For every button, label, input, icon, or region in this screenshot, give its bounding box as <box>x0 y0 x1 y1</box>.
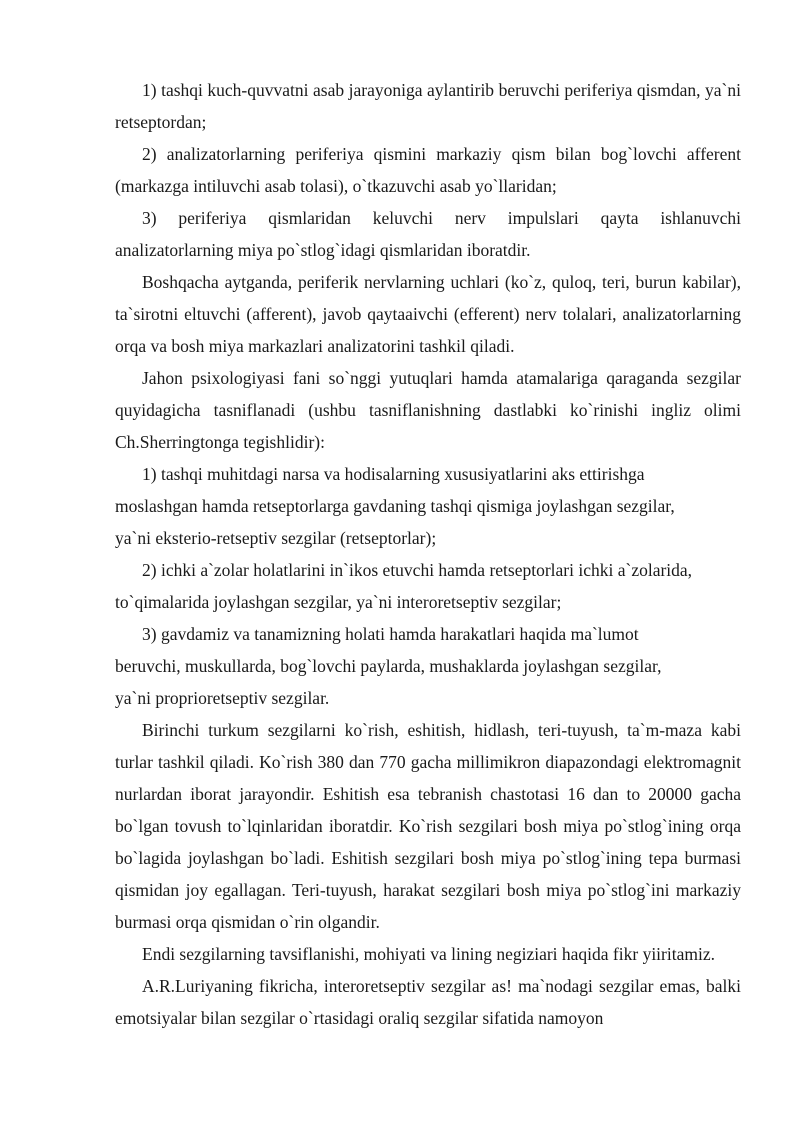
text-line: 1) tashqi muhitdagi narsa va hodisalarning xususiyatlarini aks ettirishga <box>142 464 645 484</box>
paragraph-list-item-2: 2) analizatorlarning periferiya qismini markaziy qism bilan bog`lovchi afferent (markazga intiluvchi asab tolasi), o`tkazuvchi asab yo`llaridan; <box>115 144 741 196</box>
document-body <box>115 74 741 1034</box>
classification-item-1 <box>115 458 741 554</box>
text-line: beruvchi, muskullarda, bog`lovchi paylarda, mushaklarda joylashgan sezgilar, <box>115 656 662 676</box>
paragraph-endi-sezgilarning: Endi sezgilarning tavsiflanishi, mohiyati va lining negiziari haqida fikr yiiritamiz. <box>142 944 715 964</box>
text-line: to`qimalarida joylashgan sezgilar, ya`ni interoretseptiv sezgilar; <box>115 592 562 612</box>
text-line: 3) gavdamiz va tanamizning holati hamda harakatlari haqida ma`lumot <box>142 624 639 644</box>
classification-item-2 <box>115 554 741 618</box>
paragraph-birinchi-turkum: Birinchi turkum sezgilarni ko`rish, eshitish, hidlash, teri-tuyush, ta`m-maza kabi turlar tashkil qiladi. Ko`rish 380 dan 770 gacha millimikron diapazondagi elektromagnit nurlardan iborat jarayondir. Eshitish esa tebranish chastotasi 16 dan to 20000 gacha bo`lgan tovush to`lqinlaridan iboratdir. Ko`rish sezgilari bosh miya po`stlog`ining orqa bo`lagida joylashgan bo`ladi. Eshitish sezgilari bosh miya po`stlog`ining tepa burmasi qismidan joy egallagan. Teri-tuyush, harakat sezgilari bosh miya po`stlog`ini markaziy burmasi orqa qismidan o`rin olgandir. <box>115 720 741 932</box>
paragraph-jahon-psixologiyasi: Jahon psixologiyasi fani so`nggi yutuqlari hamda atamalariga qaraganda sezgilar quyidagicha tasniflanadi (ushbu tasniflanishning dastlabki ko`rinishi ingliz olimi Ch.Sherringtonga tegishlidir): <box>115 368 741 452</box>
paragraph-list-item-3: 3) periferiya qismlaridan keluvchi nerv impulslari qayta ishlanuvchi analizatorlarning miya po`stlog`idagi qismlaridan iboratdir. <box>115 208 741 260</box>
text-line: ya`ni eksterio-retseptiv sezgilar (retseptorlar); <box>115 528 437 548</box>
classification-item-3 <box>115 618 741 714</box>
text-line: ya`ni proprioretseptiv sezgilar. <box>115 688 330 708</box>
paragraph-boshqacha: Boshqacha aytganda, periferik nervlarning uchlari (ko`z, quloq, teri, burun kabilar), ta`sirotni eltuvchi (afferent), javob qaytaaivchi (efferent) nerv tolalari, analizatorlarning orqa va bosh miya markazlari analizatorini tashkil qiladi. <box>115 272 741 356</box>
paragraph-list-item-1: 1) tashqi kuch-quvvatni asab jarayoniga aylantirib beruvchi periferiya qismdan, ya`ni retseptordan; <box>115 80 741 132</box>
text-line: 2) ichki a`zolar holatlarini in`ikos etuvchi hamda retseptorlari ichki a`zolarida, <box>142 560 693 580</box>
text-line: moslashgan hamda retseptorlarga gavdaning tashqi qismiga joylashgan sezgilar, <box>115 496 675 516</box>
paragraph-luriya: A.R.Luriyaning fikricha, interoretseptiv sezgilar as! ma`nodagi sezgilar emas, balki emotsiyalar bilan sezgilar o`rtasidagi oraliq sezgilar sifatida namoyon <box>115 976 741 1028</box>
